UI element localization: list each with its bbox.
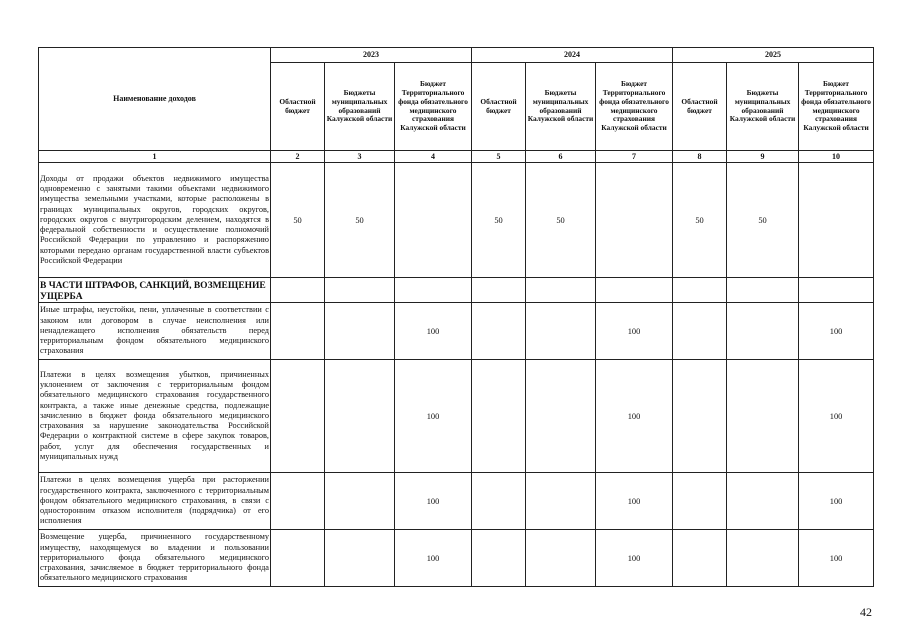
value-cell bbox=[271, 278, 325, 303]
value-cell: 100 bbox=[596, 303, 673, 360]
header-municipal-budgets-2024: Бюджеты муниципальных образований Калужской области bbox=[526, 63, 596, 151]
value-cell bbox=[673, 303, 727, 360]
table-row bbox=[39, 303, 874, 360]
column-number-row bbox=[39, 151, 874, 163]
revenue-name-cell: Платежи в целях возмещения ущерба при расторжении государственного контракта, заключенного с территориальным фондом обязательного медицинского страхования, в связи с односторонним отказом исполнителя (подрядчика) от его исполнения bbox=[39, 473, 271, 530]
column-number: 3 bbox=[325, 151, 395, 163]
value-cell: 100 bbox=[799, 530, 874, 587]
value-cell: 100 bbox=[395, 360, 472, 473]
value-cell bbox=[472, 360, 526, 473]
value-cell bbox=[727, 360, 799, 473]
value-cell bbox=[325, 303, 395, 360]
value-cell bbox=[325, 278, 395, 303]
value-cell: 50 bbox=[271, 163, 325, 278]
column-number: 10 bbox=[799, 151, 874, 163]
header-tfoms-budget-2024: Бюджет Территориального фонда обязательного медицинского страхования Калужской области bbox=[596, 63, 673, 151]
header-tfoms-budget-2025: Бюджет Территориального фонда обязательного медицинского страхования Калужской области bbox=[799, 63, 874, 151]
header-year-2025: 2025 bbox=[673, 48, 874, 63]
value-cell bbox=[526, 473, 596, 530]
value-cell: 100 bbox=[395, 473, 472, 530]
revenue-name-cell: Возмещение ущерба, причиненного государственному имуществу, находящемуся во владении и пользовании территориального фонда обязательного медицинского страхования, зачисляемое в бюджет территориального фонда обязательного медицинского страхования bbox=[39, 530, 271, 587]
column-number: 1 bbox=[39, 151, 271, 163]
value-cell: 50 bbox=[325, 163, 395, 278]
value-cell bbox=[472, 530, 526, 587]
table-row bbox=[39, 360, 874, 473]
table-row bbox=[39, 530, 874, 587]
value-cell bbox=[673, 473, 727, 530]
value-cell bbox=[395, 163, 472, 278]
document-page bbox=[38, 47, 873, 587]
value-cell: 50 bbox=[472, 163, 526, 278]
value-cell: 50 bbox=[526, 163, 596, 278]
table-row bbox=[39, 473, 874, 530]
value-cell: 100 bbox=[799, 360, 874, 473]
value-cell bbox=[526, 530, 596, 587]
value-cell bbox=[727, 303, 799, 360]
value-cell bbox=[526, 360, 596, 473]
header-year-2024: 2024 bbox=[472, 48, 673, 63]
value-cell bbox=[395, 278, 472, 303]
value-cell bbox=[271, 303, 325, 360]
value-cell bbox=[673, 278, 727, 303]
table-section-row bbox=[39, 278, 874, 303]
value-cell bbox=[727, 473, 799, 530]
header-regional-budget-2024: Областной бюджет bbox=[472, 63, 526, 151]
column-number: 7 bbox=[596, 151, 673, 163]
column-number: 8 bbox=[673, 151, 727, 163]
value-cell: 100 bbox=[596, 530, 673, 587]
page-number: 42 bbox=[860, 605, 872, 619]
value-cell bbox=[799, 163, 874, 278]
header-municipal-budgets-2025: Бюджеты муниципальных образований Калужской области bbox=[727, 63, 799, 151]
value-cell bbox=[526, 303, 596, 360]
value-cell bbox=[596, 163, 673, 278]
value-cell: 100 bbox=[395, 530, 472, 587]
value-cell bbox=[271, 530, 325, 587]
value-cell: 100 bbox=[596, 360, 673, 473]
revenue-name-cell: Платежи в целях возмещения убытков, причиненных уклонением от заключения с территориальным фондом обязательного медицинского страхования государственного контракта, а также иные денежные средства, подлежащие зачислению в бюджет фонда обязательного медицинского страхования за нарушение законодательства Российской Федерации о контрактной системе в сфере закупок товаров, работ, услуг для обеспечения государственных и муниципальных нужд bbox=[39, 360, 271, 473]
value-cell bbox=[472, 303, 526, 360]
table-row bbox=[39, 163, 874, 278]
value-cell: 100 bbox=[395, 303, 472, 360]
value-cell bbox=[673, 530, 727, 587]
section-heading: В ЧАСТИ ШТРАФОВ, САНКЦИЙ, ВОЗМЕЩЕНИЕ УЩЕРБА bbox=[39, 278, 271, 303]
value-cell bbox=[325, 360, 395, 473]
column-number: 6 bbox=[526, 151, 596, 163]
header-revenue-name: Наименование доходов bbox=[39, 48, 271, 151]
value-cell bbox=[271, 473, 325, 530]
header-municipal-budgets-2023: Бюджеты муниципальных образований Калужской области bbox=[325, 63, 395, 151]
column-number: 5 bbox=[472, 151, 526, 163]
value-cell: 100 bbox=[799, 303, 874, 360]
value-cell bbox=[325, 530, 395, 587]
column-number: 9 bbox=[727, 151, 799, 163]
value-cell bbox=[325, 473, 395, 530]
value-cell bbox=[271, 360, 325, 473]
header-year-2023: 2023 bbox=[271, 48, 472, 63]
revenue-name-cell: Иные штрафы, неустойки, пени, уплаченные в соответствии с законом или договором в случае неисполнения или ненадлежащего исполнения обязательств перед территориальным фондом обязательного медицинского страхования bbox=[39, 303, 271, 360]
value-cell: 100 bbox=[799, 473, 874, 530]
column-number: 4 bbox=[395, 151, 472, 163]
value-cell bbox=[596, 278, 673, 303]
value-cell: 50 bbox=[673, 163, 727, 278]
value-cell bbox=[526, 278, 596, 303]
value-cell bbox=[799, 278, 874, 303]
value-cell bbox=[472, 278, 526, 303]
revenue-name-cell: Доходы от продажи объектов недвижимого имущества одновременно с занятыми такими объектами недвижимого имущества земельными участками, которые расположены в границах муниципальных округов, городских округов, городских округов с внутригородским делением, находятся в федеральной собственности и осуществление полномочий Российской Федерации по управлению и распоряжению которыми передано органам государственной власти субъектов Российской Федерации bbox=[39, 163, 271, 278]
header-regional-budget-2025: Областной бюджет bbox=[673, 63, 727, 151]
column-number: 2 bbox=[271, 151, 325, 163]
value-cell bbox=[673, 360, 727, 473]
revenue-table bbox=[38, 47, 874, 587]
value-cell bbox=[472, 473, 526, 530]
header-tfoms-budget-2023: Бюджет Территориального фонда обязательного медицинского страхования Калужской области bbox=[395, 63, 472, 151]
header-regional-budget-2023: Областной бюджет bbox=[271, 63, 325, 151]
value-cell bbox=[727, 530, 799, 587]
value-cell bbox=[727, 278, 799, 303]
value-cell: 100 bbox=[596, 473, 673, 530]
value-cell: 50 bbox=[727, 163, 799, 278]
